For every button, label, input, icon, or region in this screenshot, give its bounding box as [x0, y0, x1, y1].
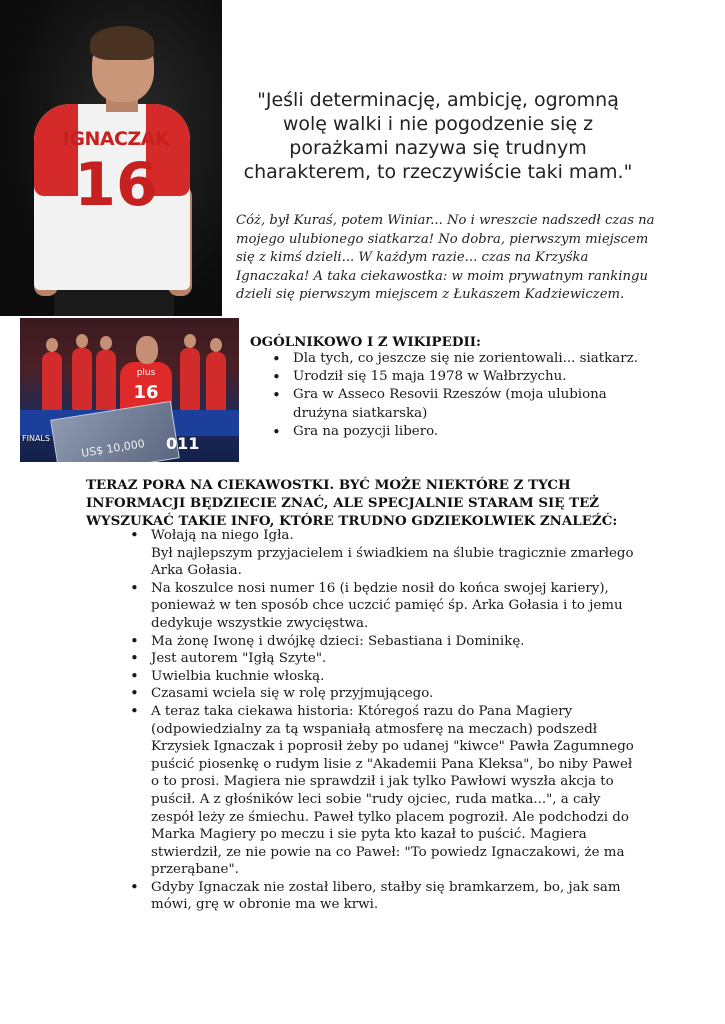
list-item: • Dla tych, co jeszcze się nie zorientowali... siatkarz. — [266, 350, 646, 368]
player-quote: "Jeśli determinację, ambicję, ogromną wolę walki i nie pogodzenie się z porażkami nazywa się trudnym charakterem, to rzeczywiście taki mam." — [243, 89, 633, 183]
list-item: • Na koszulce nosi numer 16 (i będzie nosił do końca swojej kariery), ponieważ w ten sposób chce uczcić pamięć śp. Arka Gołasia i to jemu dedykuje wszystkie zwycięstwa. — [124, 580, 640, 633]
list-item-line: Wołają na niego Igła. — [151, 528, 294, 543]
shirt-sponsor-text: plus — [136, 368, 156, 378]
list-item: • Gra w Asseco Resovii Rzeszów (moja ulubiona drużyna siatkarska) — [266, 386, 646, 422]
teammate-head — [184, 334, 196, 348]
list-item: • A teraz taka ciekawa historia: Któregoś razu do Pana Magiery (odpowiedzialny za tą wspaniałą atmosferę na meczach) podszedł Krzysiek Ignaczak i poprosił żeby po udanej "kiwce" Pawła Zagumnego puścić piosenkę o rudym lisie z "Akademii Pana Kleksa", bo niby Paweł o to prosi. Magiera nie sprawdził i jak tylko Pawłowi wyszła akcja to puścił. A z głośników leci sobie "rudy ojciec, ruda matka...", a cały zespół leży ze śmiechu. Paweł tylko placem pogroził. Ale podchodzi do Marka Magiery po meczu i sie pyta kto kazał to puścić. Magiera stwierdził, ze nie powie na co Paweł: "To powiedz Ignaczakowi, że ma przerąbane". — [124, 703, 640, 879]
list-item: • Urodził się 15 maja 1978 w Wałbrzychu. — [266, 368, 646, 386]
team-photo — [20, 318, 239, 462]
jersey-number-text: 16 — [74, 150, 158, 220]
wiki-section-title: OGÓLNIKOWO I Z WIKIPEDII: — [250, 334, 481, 350]
list-item: • Czasami wciela się w rolę przyjmującego. — [124, 685, 640, 703]
list-item-line: Był najlepszym przyjacielem i świadkiem na ślubie tragicznie zmarłego Arka Gołasia. — [151, 545, 634, 579]
teammate-figure — [206, 352, 226, 414]
list-item — [124, 527, 640, 580]
teammate-head — [100, 336, 112, 350]
list-item: • Ma żonę Iwonę i dwójkę dzieci: Sebastiana i Dominikę. — [124, 633, 640, 651]
intro-paragraph: Cóż, był Kuraś, potem Winiar... No i wreszcie nadszedł czas na mojego ulubionego siatkarza! No dobra, pierwszym miejscem się z kimś dzieli... W każdym razie... czas na Krzyśka Ignaczaka! A taka ciekawostka: w moim prywatnym rankingu dzieli się pierwszym miejscem z Łukaszem Kadziewiczem. — [236, 213, 655, 302]
teammate-head — [210, 338, 222, 352]
player-photo — [0, 0, 222, 316]
shirt-number-text: 16 — [133, 382, 159, 403]
teammate-head — [46, 338, 58, 352]
cheque-amount-text: US$ 10,000 — [80, 437, 146, 460]
teammate-figure — [180, 348, 200, 410]
central-player-head — [136, 336, 158, 364]
year-banner-text: 011 — [166, 434, 200, 453]
list-item: • Gra na pozycji libero. — [266, 423, 646, 441]
list-item: • Jest autorem "Igłą Szyte". — [124, 650, 640, 668]
list-item: • Uwielbia kuchnie włoską. — [124, 668, 640, 686]
player-hair — [90, 26, 154, 60]
trivia-section-title: TERAZ PORA NA CIEKAWOSTKI. BYĆ MOŻE NIEKTÓRE Z TYCH INFORMACJI BĘDZIECIE ZNAĆ, ALE SPECJALNIE STARAM SIĘ TEŻ WYSZUKAĆ TAKIE INFO, KTÓRE TRUDNO GDZIEKOLWIEK ZNALEŹĆ: — [86, 477, 618, 530]
finals-banner-text: FINALS — [22, 434, 50, 443]
teammate-figure — [42, 352, 62, 414]
list-item: • Gdyby Ignaczak nie został libero, stałby się bramkarzem, bo, jak sam mówi, grę w obronie ma we krwi. — [124, 879, 640, 914]
teammate-figure — [96, 350, 116, 412]
player-shorts — [54, 286, 174, 316]
teammate-head — [76, 334, 88, 348]
trivia-list — [124, 527, 640, 914]
wiki-list — [266, 350, 646, 441]
jersey-name-text: IGNACZAK — [62, 128, 170, 150]
teammate-figure — [72, 348, 92, 410]
